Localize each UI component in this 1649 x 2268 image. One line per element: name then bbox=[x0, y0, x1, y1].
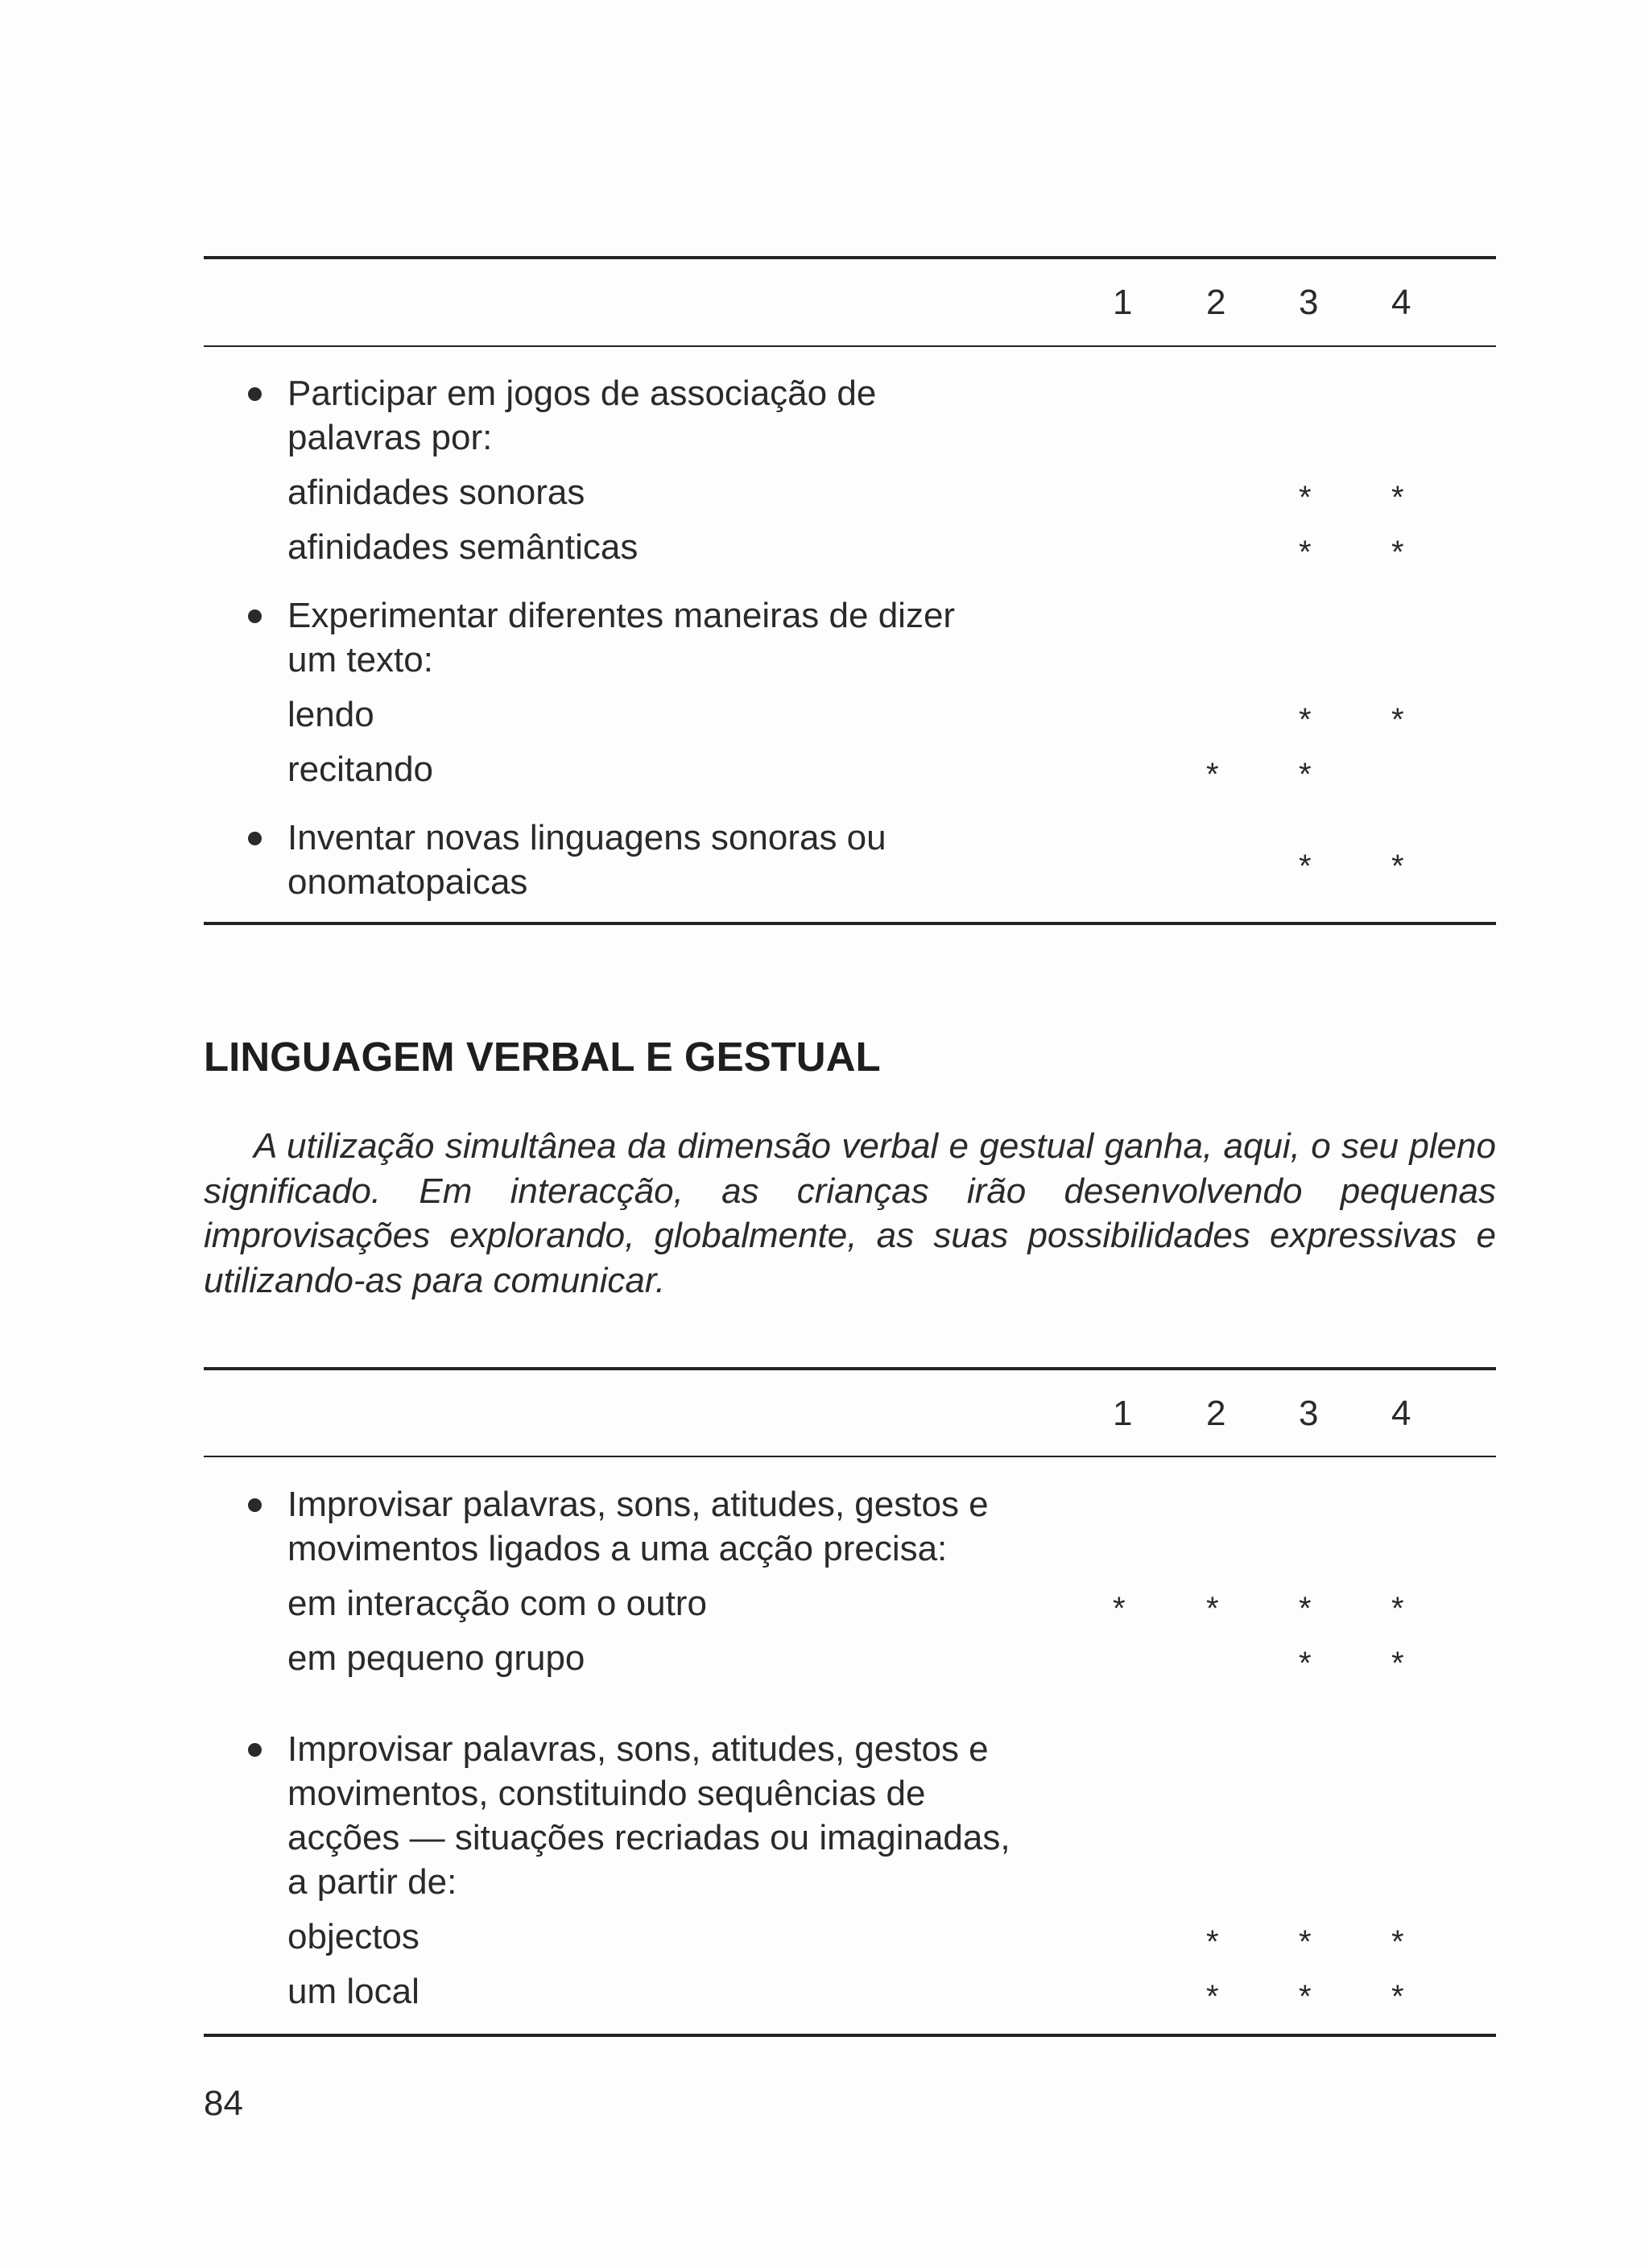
table1-col-2-header: 2 bbox=[1206, 283, 1226, 322]
table1-col-1-header: 1 bbox=[1113, 283, 1133, 322]
table2-item2-line3: acções — situações recriadas ou imaginadas, bbox=[287, 1818, 1010, 1857]
table2-item1-sub1-label: em interacção com o outro bbox=[287, 1584, 707, 1623]
table2-item2-sub2-mark-2: * bbox=[1206, 1979, 1219, 2014]
table2-col-3-header: 3 bbox=[1299, 1394, 1319, 1433]
table1-item2-line2: um texto: bbox=[287, 640, 433, 680]
table2-item1-sub2-label: em pequeno grupo bbox=[287, 1638, 585, 1678]
table1-item1-sub1-mark-4: * bbox=[1391, 480, 1404, 515]
table2-item2-sub2-label: um local bbox=[287, 1972, 419, 2011]
table1-item3-mark-4: * bbox=[1391, 849, 1404, 884]
section-intro: A utilização simultânea da dimensão verbal e gestual ganha, aqui, o seu pleno significado. Em interacção, as crianças irão desenvolvendo pequenas improvisações explorando, globalmente, as suas possibilidades expressivas e utilizando-as para comunicar. bbox=[204, 1126, 1496, 1300]
table2-item2-sub1-mark-4: * bbox=[1391, 1924, 1404, 1960]
table2-item1-sub2-mark-4: * bbox=[1391, 1646, 1404, 1681]
table2-item1-sub1-mark-4: * bbox=[1391, 1591, 1404, 1626]
table2-header-rule bbox=[204, 1456, 1496, 1457]
table1-top-rule bbox=[204, 256, 1496, 259]
table1-col-3-header: 3 bbox=[1299, 283, 1319, 322]
table2-item1-line1: Improvisar palavras, sons, atitudes, gestos e bbox=[287, 1485, 989, 1524]
bullet bbox=[248, 1498, 262, 1512]
table2-item2-sub2-mark-4: * bbox=[1391, 1979, 1404, 2014]
table2-item2-line4: a partir de: bbox=[287, 1862, 457, 1902]
table1-item3-line1: Inventar novas linguagens sonoras ou bbox=[287, 818, 886, 857]
bullet bbox=[248, 832, 262, 845]
table1-item3-mark-3: * bbox=[1299, 849, 1312, 884]
bullet bbox=[248, 387, 262, 401]
table2-item2-sub2-mark-3: * bbox=[1299, 1979, 1312, 2014]
table1-item1-line2: palavras por: bbox=[287, 418, 493, 457]
table2-item1-sub1-mark-2: * bbox=[1206, 1591, 1219, 1626]
section-title: LINGUAGEM VERBAL E GESTUAL bbox=[204, 1034, 881, 1080]
table1-item2-sub2-mark-2: * bbox=[1206, 757, 1219, 792]
table1-item1-sub1-label: afinidades sonoras bbox=[287, 473, 585, 512]
table2-col-2-header: 2 bbox=[1206, 1394, 1226, 1433]
table2-item2-line1: Improvisar palavras, sons, atitudes, gestos e bbox=[287, 1729, 989, 1769]
table1-item2-sub1-mark-3: * bbox=[1299, 702, 1312, 737]
table2-item2-sub1-label: objectos bbox=[287, 1917, 419, 1956]
table1-item2-sub1-mark-4: * bbox=[1391, 702, 1404, 737]
table1-bottom-rule bbox=[204, 922, 1496, 925]
table1-item1-sub2-label: afinidades semânticas bbox=[287, 527, 639, 567]
table2-bottom-rule bbox=[204, 2034, 1496, 2037]
table1-item1-sub1-mark-3: * bbox=[1299, 480, 1312, 515]
table2-col-1-header: 1 bbox=[1113, 1394, 1133, 1433]
table1-header-rule bbox=[204, 345, 1496, 347]
table2-col-4-header: 4 bbox=[1391, 1394, 1411, 1433]
table2-item1-sub1-mark-1: * bbox=[1113, 1591, 1126, 1626]
table1-col-4-header: 4 bbox=[1391, 283, 1411, 322]
table2-top-rule bbox=[204, 1367, 1496, 1370]
table2-item1-sub1-mark-3: * bbox=[1299, 1591, 1312, 1626]
page-number: 84 bbox=[204, 2084, 243, 2123]
table2-item2-sub1-mark-2: * bbox=[1206, 1924, 1219, 1960]
table2-item1-line2: movimentos ligados a uma acção precisa: bbox=[287, 1529, 948, 1568]
table1-item1-sub2-mark-3: * bbox=[1299, 535, 1312, 570]
table1-item1-sub2-mark-4: * bbox=[1391, 535, 1404, 570]
table1-item2-sub2-mark-3: * bbox=[1299, 757, 1312, 792]
table1-item1-line1: Participar em jogos de associação de bbox=[287, 374, 877, 413]
table2-item1-sub2-mark-3: * bbox=[1299, 1646, 1312, 1681]
table1-item2-sub2-label: recitando bbox=[287, 750, 434, 789]
table2-item2-line2: movimentos, constituindo sequências de bbox=[287, 1774, 926, 1813]
table1-item2-line1: Experimentar diferentes maneiras de dizer bbox=[287, 596, 956, 635]
bullet bbox=[248, 609, 262, 623]
bullet bbox=[248, 1743, 262, 1757]
table1-item2-sub1-label: lendo bbox=[287, 695, 374, 734]
table2-item2-sub1-mark-3: * bbox=[1299, 1924, 1312, 1960]
table1-item3-line2: onomatopaicas bbox=[287, 862, 528, 902]
